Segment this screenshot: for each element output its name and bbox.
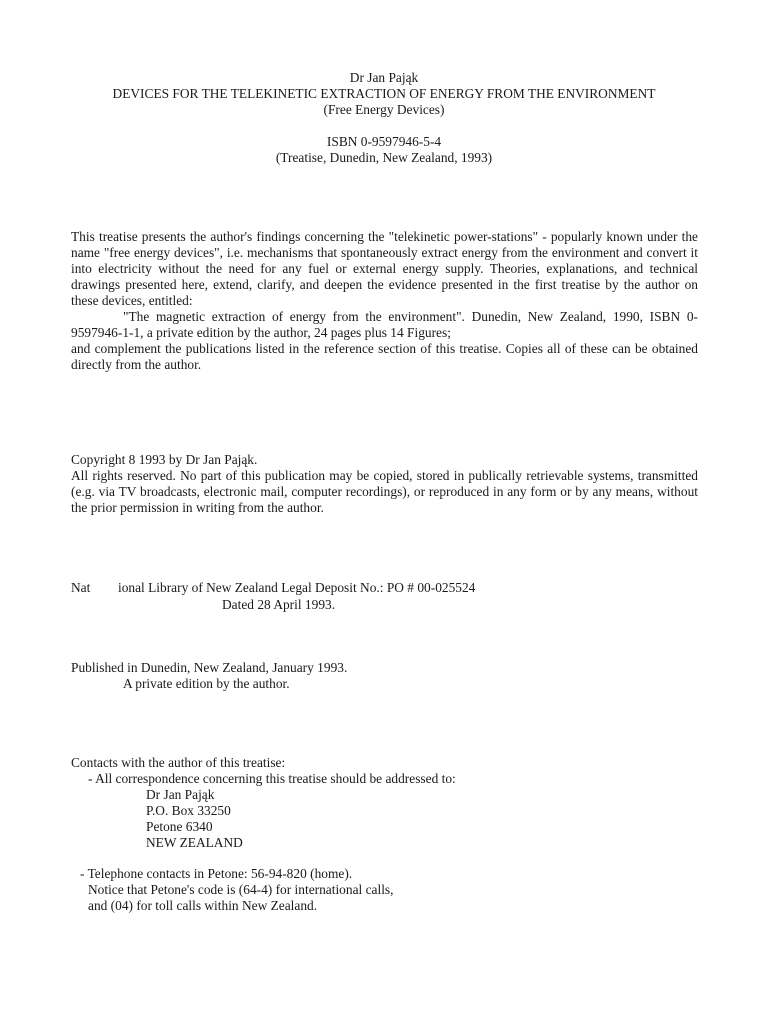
phone-line: - Telephone contacts in Petone: 56-94-820 (home). — [80, 866, 353, 881]
deposit-prefix: Nat — [71, 580, 91, 595]
document-subtitle: (Free Energy Devices) — [323, 102, 445, 117]
contacts-heading: Contacts with the author of this treatise: — [71, 755, 286, 770]
deposit-number: ional Library of New Zealand Legal Deposit No.: PO # 00-025524 — [118, 580, 476, 595]
published-line: Published in Dunedin, New Zealand, January 1993. — [71, 660, 348, 675]
copyright-section — [71, 452, 698, 516]
private-edition-line: A private edition by the author. — [123, 676, 290, 691]
correspondence-line: - All correspondence concerning this treatise should be addressed to: — [88, 771, 456, 786]
rights-statement: All rights reserved. No part of this publication may be copied, stored in publically retrievable systems, transmitted (e.g. via TV broadcasts, electronic mail, computer recordings), or reproduced in any form or by any means, without the prior permission in writing from the author. — [71, 468, 698, 515]
edition-note: (Treatise, Dunedin, New Zealand, 1993) — [275, 150, 493, 165]
address-name: Dr Jan Pająk — [146, 787, 215, 802]
deposit-date: Dated 28 April 1993. — [222, 597, 336, 612]
abstract-paragraph-3: and complement the publications listed in the reference section of this treatise. Copies all of these can be obtained directly from the author. — [71, 341, 698, 372]
author-name: Dr Jan Pająk — [349, 70, 419, 85]
abstract-citation: "The magnetic extraction of energy from the environment". Dunedin, New Zealand, 1990, ISBN 0-9597946-1-1, a private edition by the author, 24 pages plus 14 Figures; — [71, 309, 698, 340]
isbn: ISBN 0-9597946-5-4 — [326, 134, 442, 149]
address-country: NEW ZEALAND — [146, 835, 243, 850]
abstract-paragraph-1: This treatise presents the author's findings concerning the "telekinetic power-stations" - popularly known under the name "free energy devices", i.e. mechanisms that spontaneously extract energy from the environment and convert it into electricity without the need for any fuel or external energy supply. Theories, explanations, and technical drawings presented here, extend, clarify, and deepen the evidence presented in the first treatise by the author on these devices, entitled: — [71, 229, 698, 308]
copyright-line: Copyright 8 1993 by Dr Jan Pająk. — [71, 452, 258, 467]
abstract — [71, 229, 698, 373]
address-po-box: P.O. Box 33250 — [146, 803, 231, 818]
phone-note-domestic: and (04) for toll calls within New Zealand. — [88, 898, 318, 913]
phone-note-international: Notice that Petone's code is (64-4) for international calls, — [88, 882, 394, 897]
document-title: DEVICES FOR THE TELEKINETIC EXTRACTION OF ENERGY FROM THE ENVIRONMENT — [112, 86, 656, 101]
address-city: Petone 6340 — [146, 819, 213, 834]
